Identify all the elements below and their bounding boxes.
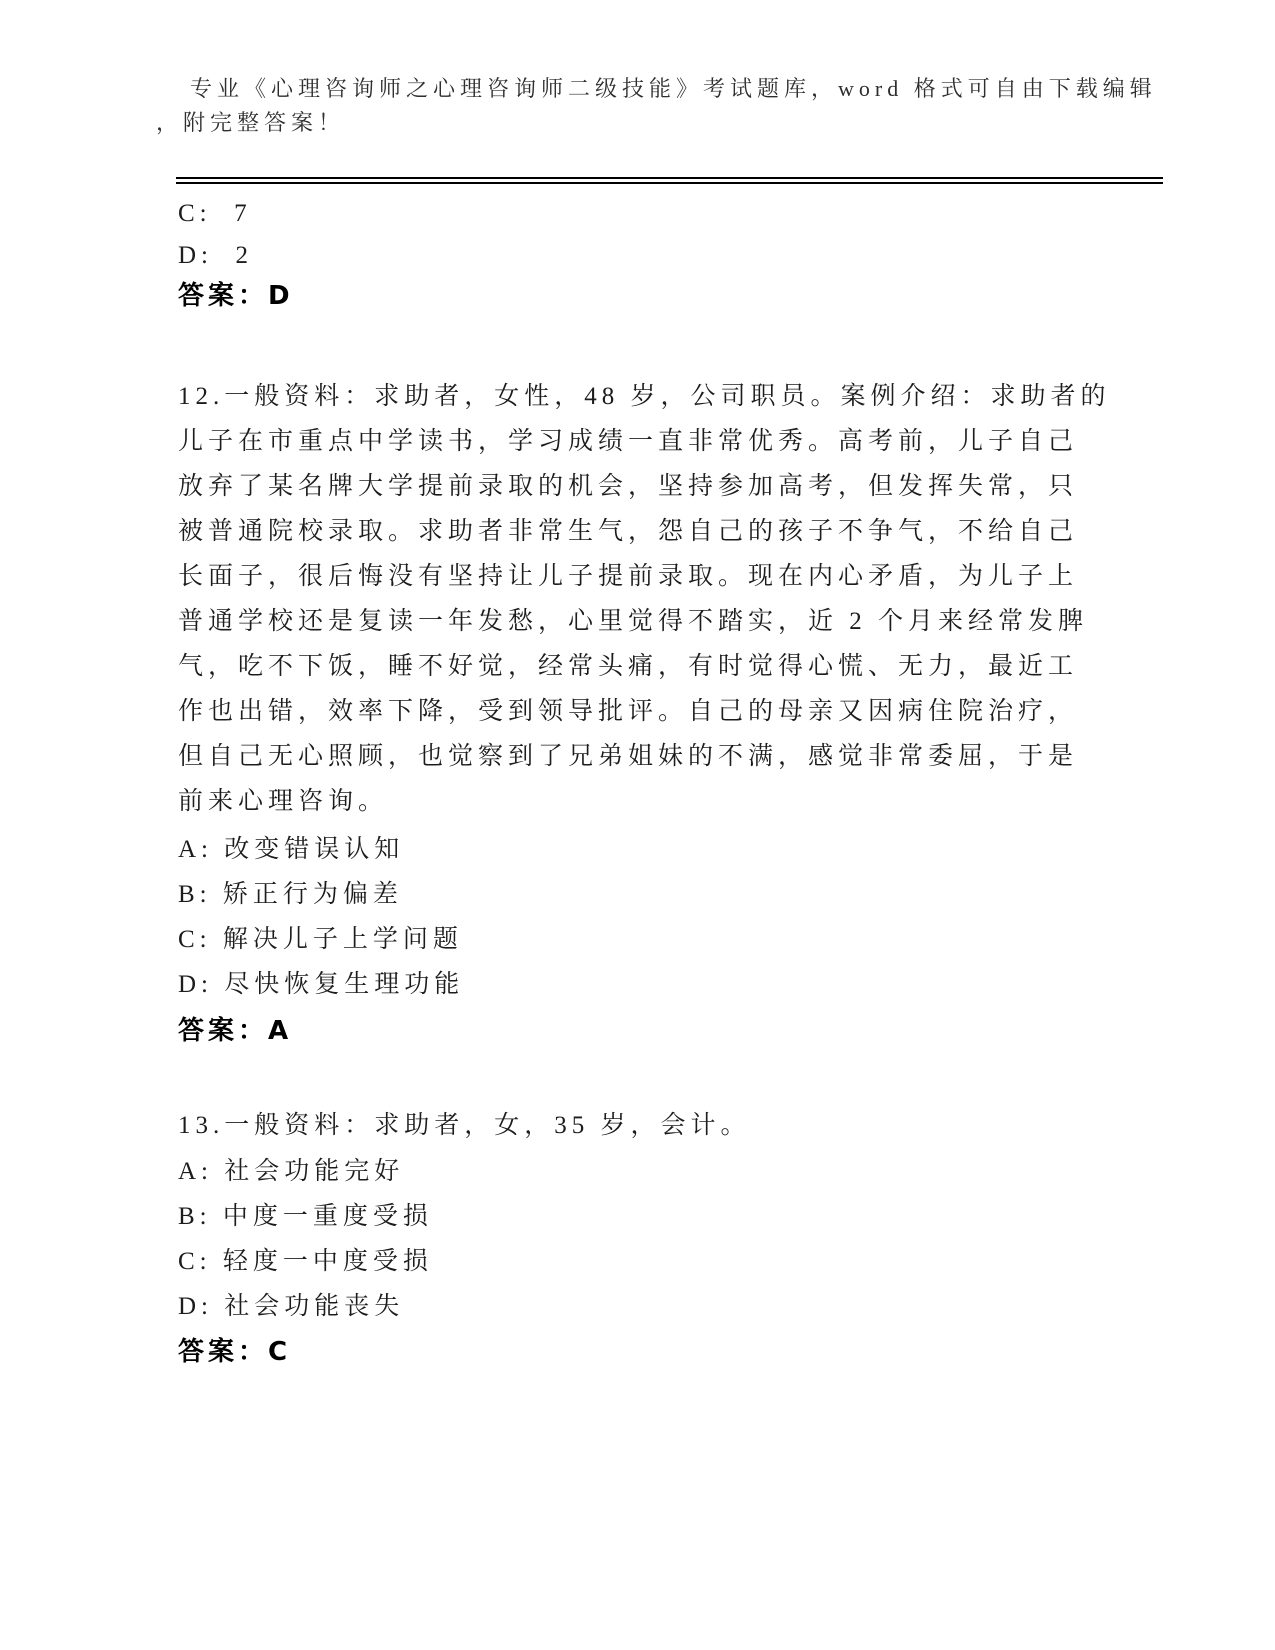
question12-line: 前来心理咨询。 [178, 788, 389, 815]
prev-question-option-c: C: 7 [178, 200, 252, 227]
question13-option-c: C: 轻度一中度受损 [178, 1248, 433, 1275]
question12-option-b: B: 矫正行为偏差 [178, 881, 403, 908]
question12-line: 儿子在市重点中学读书，学习成绩一直非常优秀。高考前，儿子自己 [178, 428, 1079, 455]
question13-option-d: D: 社会功能丧失 [178, 1293, 405, 1320]
question12-line: 气，吃不下饭，睡不好觉，经常头痛，有时觉得心慌、无力，最近工 [178, 653, 1079, 680]
question12-line: 12.一般资料：求助者，女性，48 岁，公司职员。案例介绍：求助者的 [178, 383, 1111, 410]
question13-option-b: B: 中度一重度受损 [178, 1203, 433, 1230]
question12-option-c: C: 解决儿子上学问题 [178, 926, 463, 953]
question12-line: 作也出错，效率下降，受到领导批评。自己的母亲又因病住院治疗， [178, 698, 1079, 725]
question12-line: 被普通院校录取。求助者非常生气，怨自己的孩子不争气，不给自己 [178, 518, 1079, 545]
question12-answer: 答案：A [178, 1016, 293, 1046]
question12-option-d: D: 尽快恢复生理功能 [178, 971, 465, 998]
question13-intro: 13.一般资料：求助者，女，35 岁，会计。 [178, 1112, 751, 1139]
header-divider-rule [176, 177, 1163, 184]
prev-question-option-d: D: 2 [178, 242, 253, 269]
header-line-2: ，附完整答案！ [156, 110, 346, 135]
prev-question-answer: 答案：D [178, 281, 294, 311]
question12-option-a: A: 改变错误认知 [178, 836, 405, 863]
header-line-1: 专业《心理咨询师之心理咨询师二级技能》考试题库，word 格式可自由下载编辑 [190, 76, 1157, 101]
question12-line: 长面子，很后悔没有坚持让儿子提前录取。现在内心矛盾，为儿子上 [178, 563, 1079, 590]
question13-option-a: A: 社会功能完好 [178, 1158, 405, 1185]
question13-answer: 答案：C [178, 1337, 292, 1367]
question12-line: 但自己无心照顾，也觉察到了兄弟姐妹的不满，感觉非常委屈，于是 [178, 743, 1079, 770]
question12-line: 放弃了某名牌大学提前录取的机会，坚持参加高考，但发挥失常，只 [178, 473, 1079, 500]
question12-line: 普通学校还是复读一年发愁，心里觉得不踏实，近 2 个月来经常发脾 [178, 608, 1089, 635]
